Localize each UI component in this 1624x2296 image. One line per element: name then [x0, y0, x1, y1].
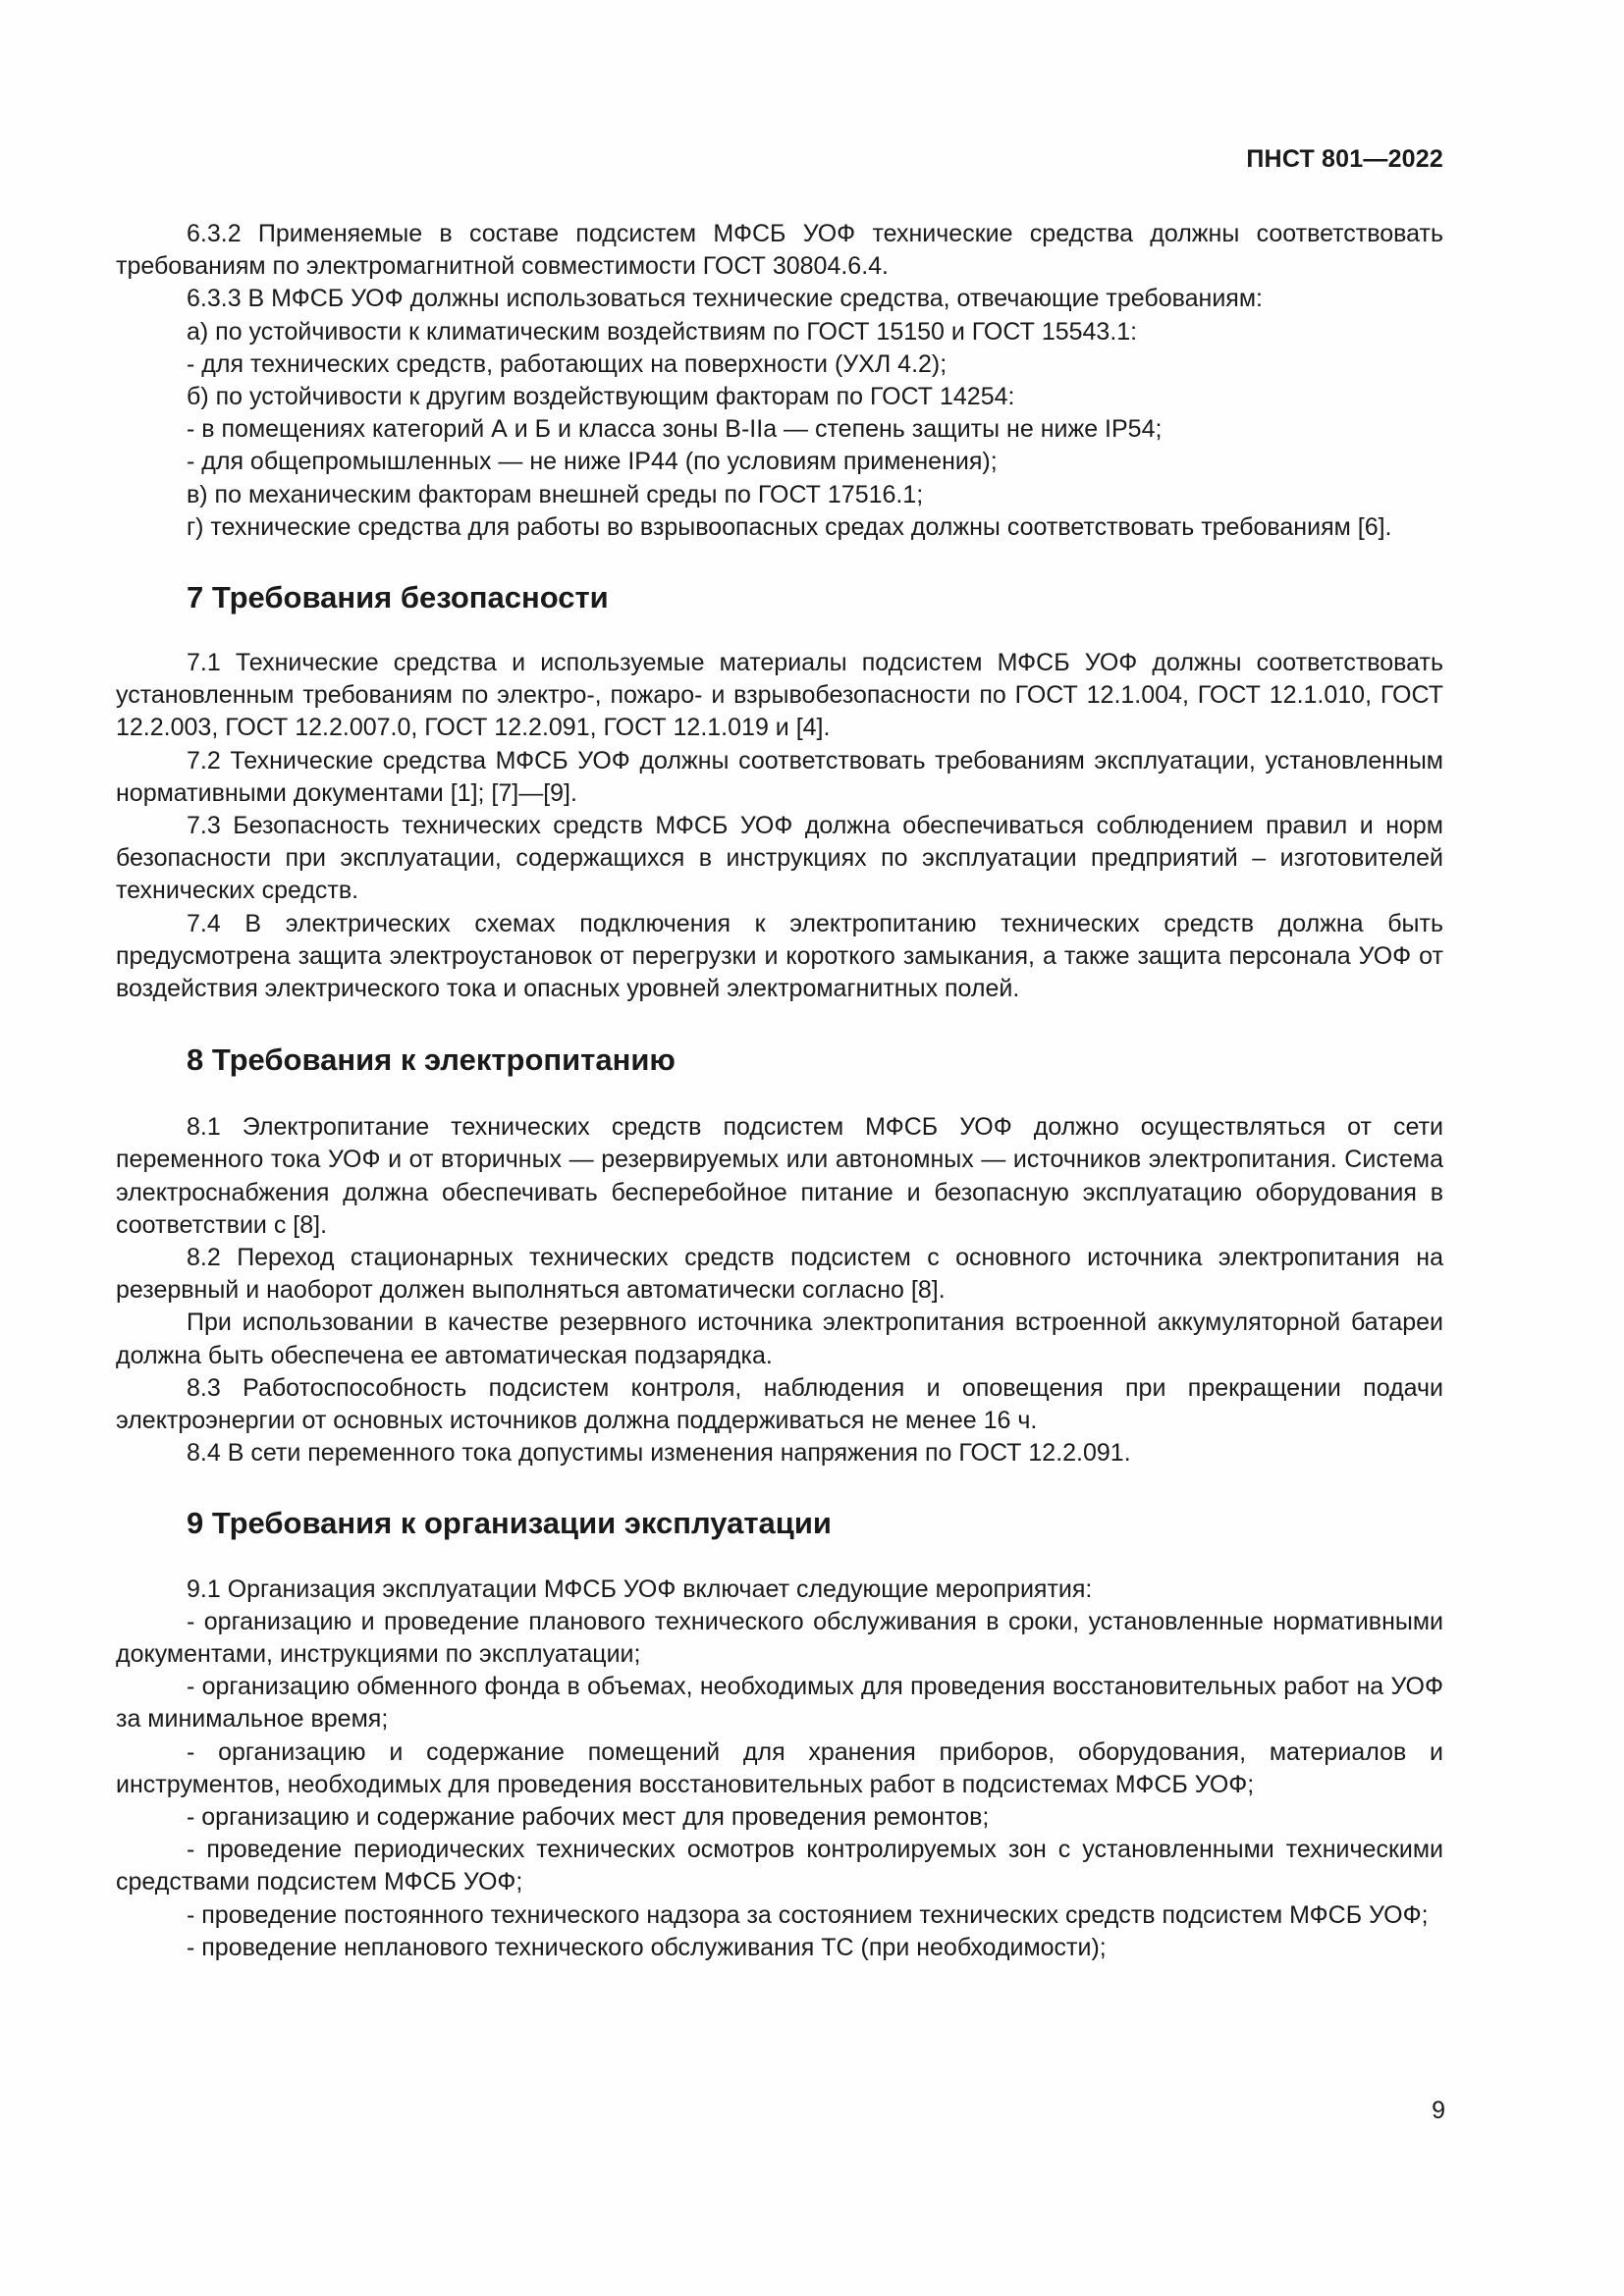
- list-item-b-2: - для общепромышленных — не ниже IP44 (по условиям применения);: [187, 448, 998, 476]
- list-item-a: а) по устойчивости к климатическим воздействиям по ГОСТ 15150 и ГОСТ 15543.1:: [187, 317, 1138, 346]
- list-item-v: в) по механическим факторам внешней среды по ГОСТ 17516.1;: [187, 480, 924, 508]
- list-item-b-1: - в помещениях категорий А и Б и класса зоны В-IIа — степень защиты не ниже IP54;: [187, 415, 1163, 444]
- paragraph-8-2-note: При использовании в качестве резервного источника электропитания встроенной аккумуляторной батареи должна быть обеспечена ее автоматическая подзарядка.: [116, 1308, 1443, 1369]
- page-content: [116, 218, 1443, 1964]
- paragraph-9-1: 9.1 Организация эксплуатации МФСБ УОФ включает следующие мероприятия:: [187, 1575, 1093, 1603]
- paragraph-7-3: 7.3 Безопасность технических средств МФСБ УОФ должна обеспечиваться соблюдением правил и норм безопасности при эксплуатации, содержащихся в инструкциях по эксплуатации предприятий – изготовителей технических средств.: [116, 812, 1443, 905]
- paragraph-7-1: 7.1 Технические средства и используемые материалы подсистем МФСБ УОФ должны соответствовать установленным требованиям по электро-, пожаро- и взрывобезопасности по ГОСТ 12.1.004, ГОСТ 12.1.010, ГОСТ 12.2.003, ГОСТ 12.2.007.0, ГОСТ 12.2.091, ГОСТ 12.1.019 и [4].: [116, 649, 1443, 742]
- document-code: ПНСТ 801—2022: [1246, 145, 1443, 173]
- list-item: - организацию обменного фонда в объемах, необходимых для проведения восстановительных работ на УОФ за минимальное время;: [116, 1673, 1443, 1734]
- section-heading-9: 9 Требования к организации эксплуатации: [187, 1505, 832, 1540]
- paragraph-7-2: 7.2 Технические средства МФСБ УОФ должны соответствовать требованиям эксплуатации, установленным нормативными документами [1]; [7]—[9].: [116, 746, 1443, 807]
- list-item: - проведение постоянного технического надзора за состоянием технических средств подсистем МФСБ УОФ;: [187, 1900, 1429, 1929]
- list-item: - проведение периодических технических осмотров контролируемых зон с установленными техническими средствами подсистем МФСБ УОФ;: [116, 1836, 1443, 1896]
- paragraph-8-3: 8.3 Работоспособность подсистем контроля, наблюдения и оповещения при прекращении подачи электроэнергии от основных источников должна поддерживаться не менее 16 ч.: [116, 1373, 1443, 1435]
- list-item-a-1: - для технических средств, работающих на поверхности (УХЛ 4.2);: [187, 349, 947, 378]
- paragraph-8-1: 8.1 Электропитание технических средств подсистем МФСБ УОФ должно осуществляться от сети переменного тока УОФ и от вторичных — резервируемых или автономных — источников электропитания. Система электроснабжения должна обеспечивать бесперебойное питание и безопасную эксплуатацию оборудования в соответствии с [8].: [116, 1113, 1443, 1239]
- paragraph-8-2: 8.2 Переход стационарных технических средств подсистем с основного источника электропитания на резервный и наоборот должен выполняться автоматически согласно [8].: [116, 1244, 1443, 1305]
- list-item: - организацию и проведение планового технического обслуживания в сроки, установленные нормативными документами, инструкциями по эксплуатации;: [116, 1607, 1443, 1668]
- page-number: 9: [1432, 2097, 1445, 2124]
- list-item: - организацию и содержание помещений для хранения приборов, оборудования, материалов и инструментов, необходимых для проведения восстановительных работ в подсистемах МФСБ УОФ;: [116, 1737, 1443, 1798]
- list-item-g: г) технические средства для работы во взрывоопасных средах должны соответствовать требованиям [6].: [187, 512, 1392, 541]
- section-heading-7: 7 Требования безопасности: [187, 580, 609, 615]
- list-item: - организацию и содержание рабочих мест для проведения ремонтов;: [187, 1802, 990, 1831]
- paragraph-7-4: 7.4 В электрических схемах подключения к электропитанию технических средств должна быть предусмотрена защита электроустановок от перегрузки и короткого замыкания, а также защита персонала УОФ от воздействия электрического тока и опасных уровней электромагнитных полей.: [116, 909, 1443, 1003]
- list-item: - проведение непланового технического обслуживания ТС (при необходимости);: [187, 1933, 1107, 1961]
- paragraph-6-3-3: 6.3.3 В МФСБ УОФ должны использоваться технические средства, отвечающие требованиям:: [187, 285, 1263, 313]
- paragraph-6-3-2: 6.3.2 Применяемые в составе подсистем МФСБ УОФ технические средства должны соответствовать требованиям по электромагнитной совместимости ГОСТ 30804.6.4.: [116, 220, 1443, 281]
- section-heading-8: 8 Требования к электропитанию: [187, 1042, 676, 1078]
- paragraph-8-4: 8.4 В сети переменного тока допустимы изменения напряжения по ГОСТ 12.2.091.: [187, 1439, 1131, 1468]
- list-item-b: б) по устойчивости к другим воздействующим факторам по ГОСТ 14254:: [187, 383, 1015, 411]
